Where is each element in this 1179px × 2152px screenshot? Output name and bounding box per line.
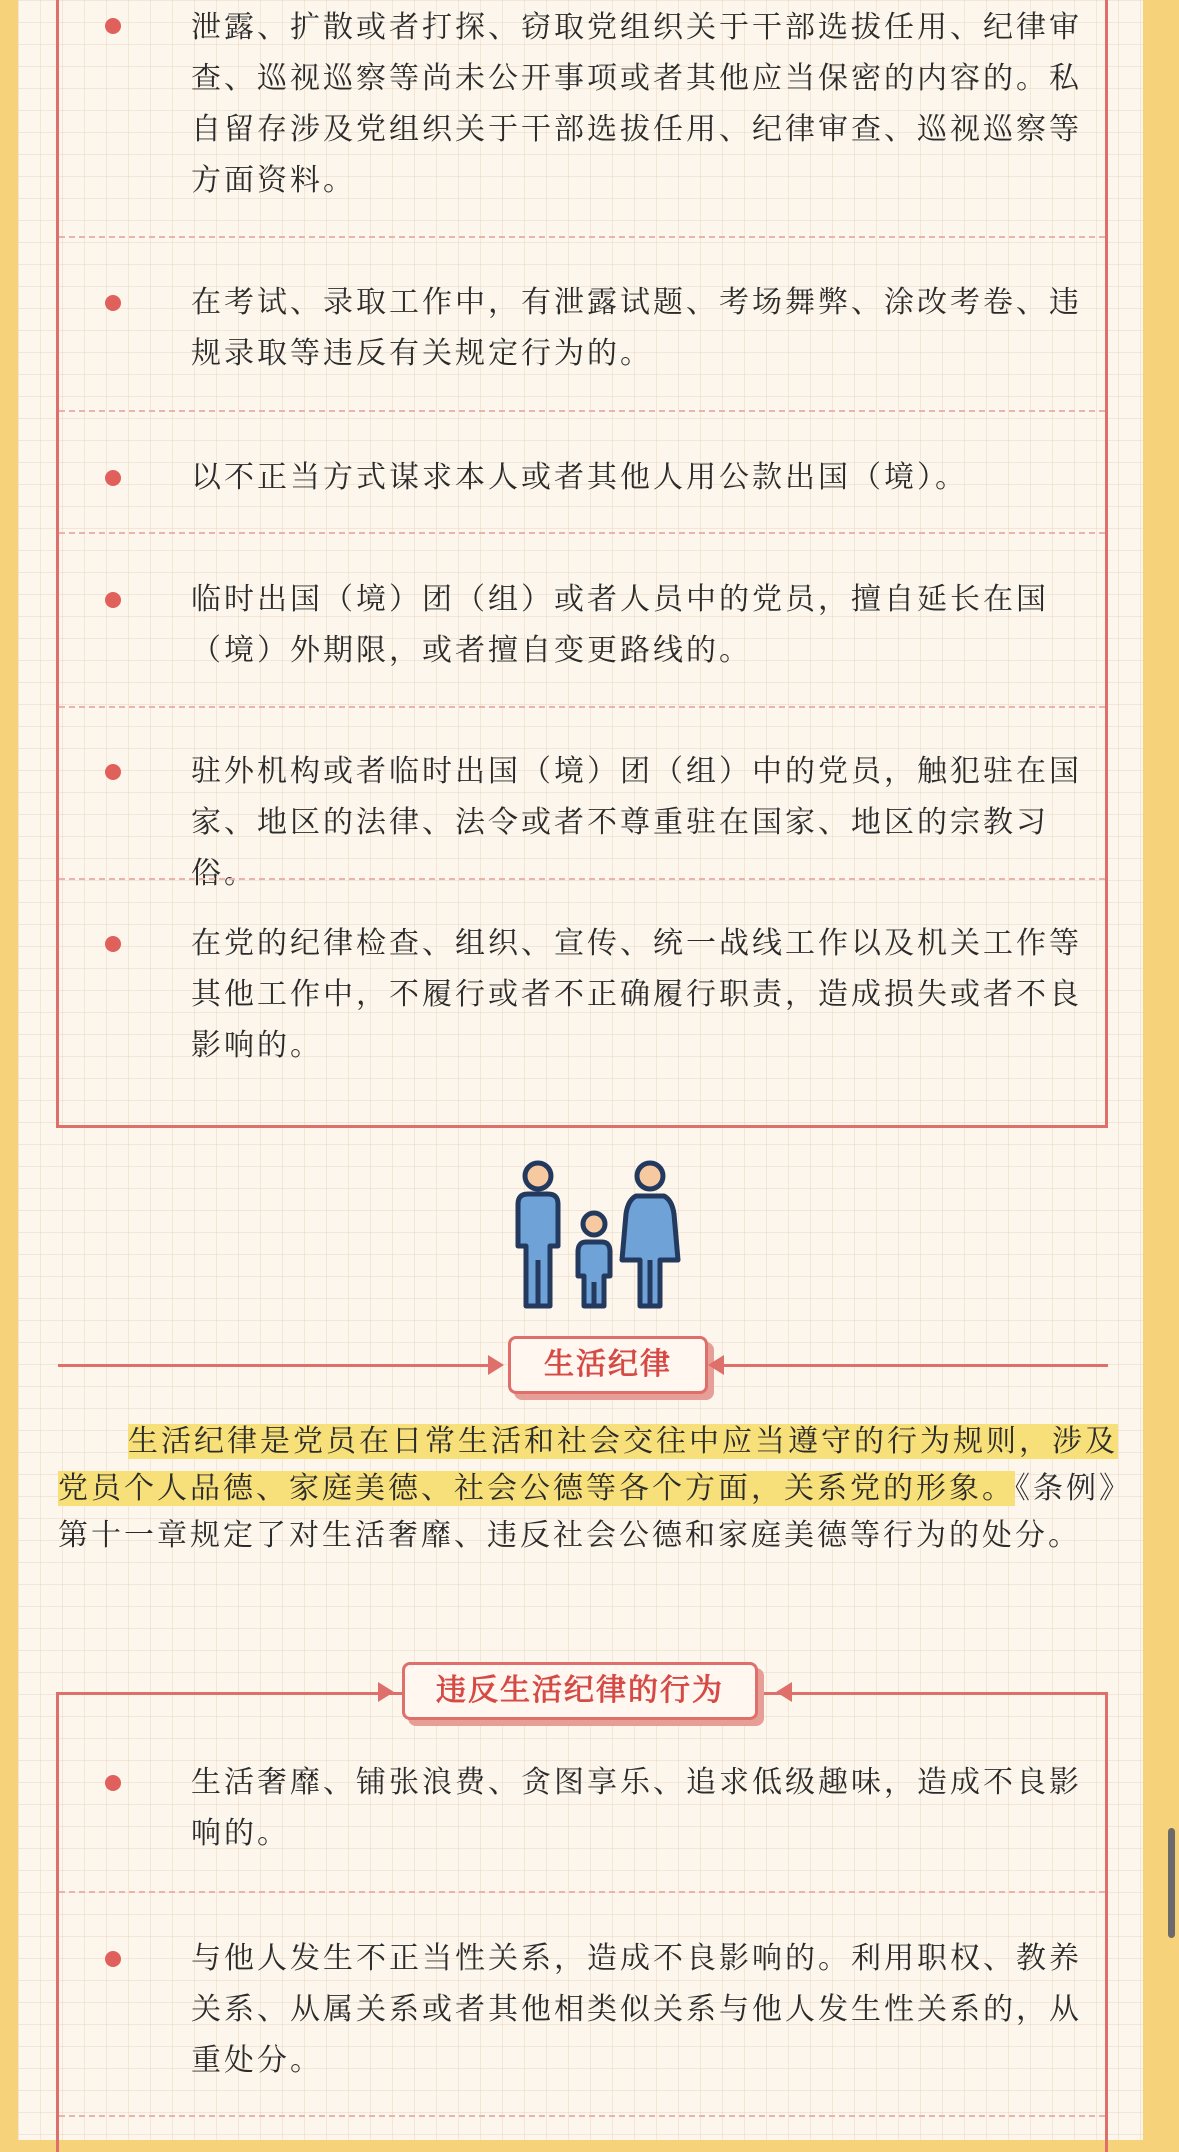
arrow-left-icon bbox=[708, 1355, 724, 1375]
heading-line-right bbox=[724, 1364, 1108, 1367]
dashed-divider bbox=[59, 236, 1105, 238]
scrollbar-thumb[interactable] bbox=[1168, 1828, 1175, 1938]
list-item-text: 以不正当方式谋求本人或者其他人用公款出国（境）。 bbox=[191, 460, 968, 495]
violations-box bbox=[56, 1692, 1108, 2152]
bullet-dot bbox=[105, 764, 121, 780]
list-item-text: 在党的纪律检查、组织、宣传、统一战线工作以及机关工作等其他工作中，不履行或者不正确履行职责，造成损失或者不良影响的。 bbox=[191, 926, 1082, 1063]
dashed-divider bbox=[59, 1891, 1105, 1893]
bullet-dot bbox=[105, 936, 121, 952]
list-item-text: 驻外机构或者临时出国（境）团（组）中的党员，触犯驻在国家、地区的法律、法令或者不尊重驻在国家、地区的宗教习俗。 bbox=[191, 754, 1082, 891]
arrow-left-icon bbox=[776, 1682, 792, 1702]
bullet-dot bbox=[105, 18, 121, 34]
list-item-text: 泄露、扩散或者打探、窃取党组织关于干部选拔任用、纪律审查、巡视巡察等尚未公开事项或者其他应当保密的内容的。私自留存涉及党组织关于干部选拔任用、纪律审查、巡视巡察等方面资料。 bbox=[191, 10, 1082, 198]
family-icon bbox=[504, 1160, 684, 1310]
bullet-dot bbox=[105, 1951, 121, 1967]
section-title: 生活纪律 bbox=[508, 1336, 708, 1394]
list-item-text: 临时出国（境）团（组）或者人员中的党员，擅自延长在国（境）外期限，或者擅自变更路线的。 bbox=[191, 582, 1049, 668]
list-item-text: 生活奢靡、铺张浪费、贪图享乐、追求低级趣味，造成不良影响的。 bbox=[191, 1765, 1082, 1851]
bullet-dot bbox=[105, 1775, 121, 1791]
dashed-divider bbox=[59, 532, 1105, 534]
heading-line-left bbox=[58, 1364, 488, 1367]
dashed-divider bbox=[59, 706, 1105, 708]
section-intro bbox=[58, 1418, 1126, 1559]
highlight-text: 涉及党员个人品德、家庭美德、社会公德等各个方面，关系党的形象。 bbox=[58, 1424, 1118, 1506]
highlight-text: 生活纪律是党员在日常生活和社会交往中应当遵守的行为规则， bbox=[128, 1424, 1052, 1459]
bullet-dot bbox=[105, 295, 121, 311]
dashed-divider bbox=[59, 410, 1105, 412]
intro-text: 《条例》第十一章规定了对生活奢靡、违反社会公德和家庭美德等行为的处分。 bbox=[58, 1471, 1117, 1553]
list-item-text: 在考试、录取工作中，有泄露试题、考场舞弊、涂改考卷、违规录取等违反有关规定行为的。 bbox=[191, 285, 1082, 371]
dashed-divider bbox=[59, 2115, 1105, 2117]
arrow-right-icon bbox=[488, 1355, 504, 1375]
bullet-dot bbox=[105, 470, 121, 486]
arrow-right-icon bbox=[378, 1682, 394, 1702]
dashed-divider bbox=[59, 878, 1105, 880]
bullet-dot bbox=[105, 592, 121, 608]
violations-title: 违反生活纪律的行为 bbox=[402, 1662, 758, 1720]
violations-box-previous bbox=[56, 0, 1108, 1128]
list-item-text: 与他人发生不正当性关系，造成不良影响的。利用职权、教养关系、从属关系或者其他相类似关系与他人发生性关系的，从重处分。 bbox=[191, 1941, 1082, 2078]
article-page bbox=[18, 0, 1143, 2140]
